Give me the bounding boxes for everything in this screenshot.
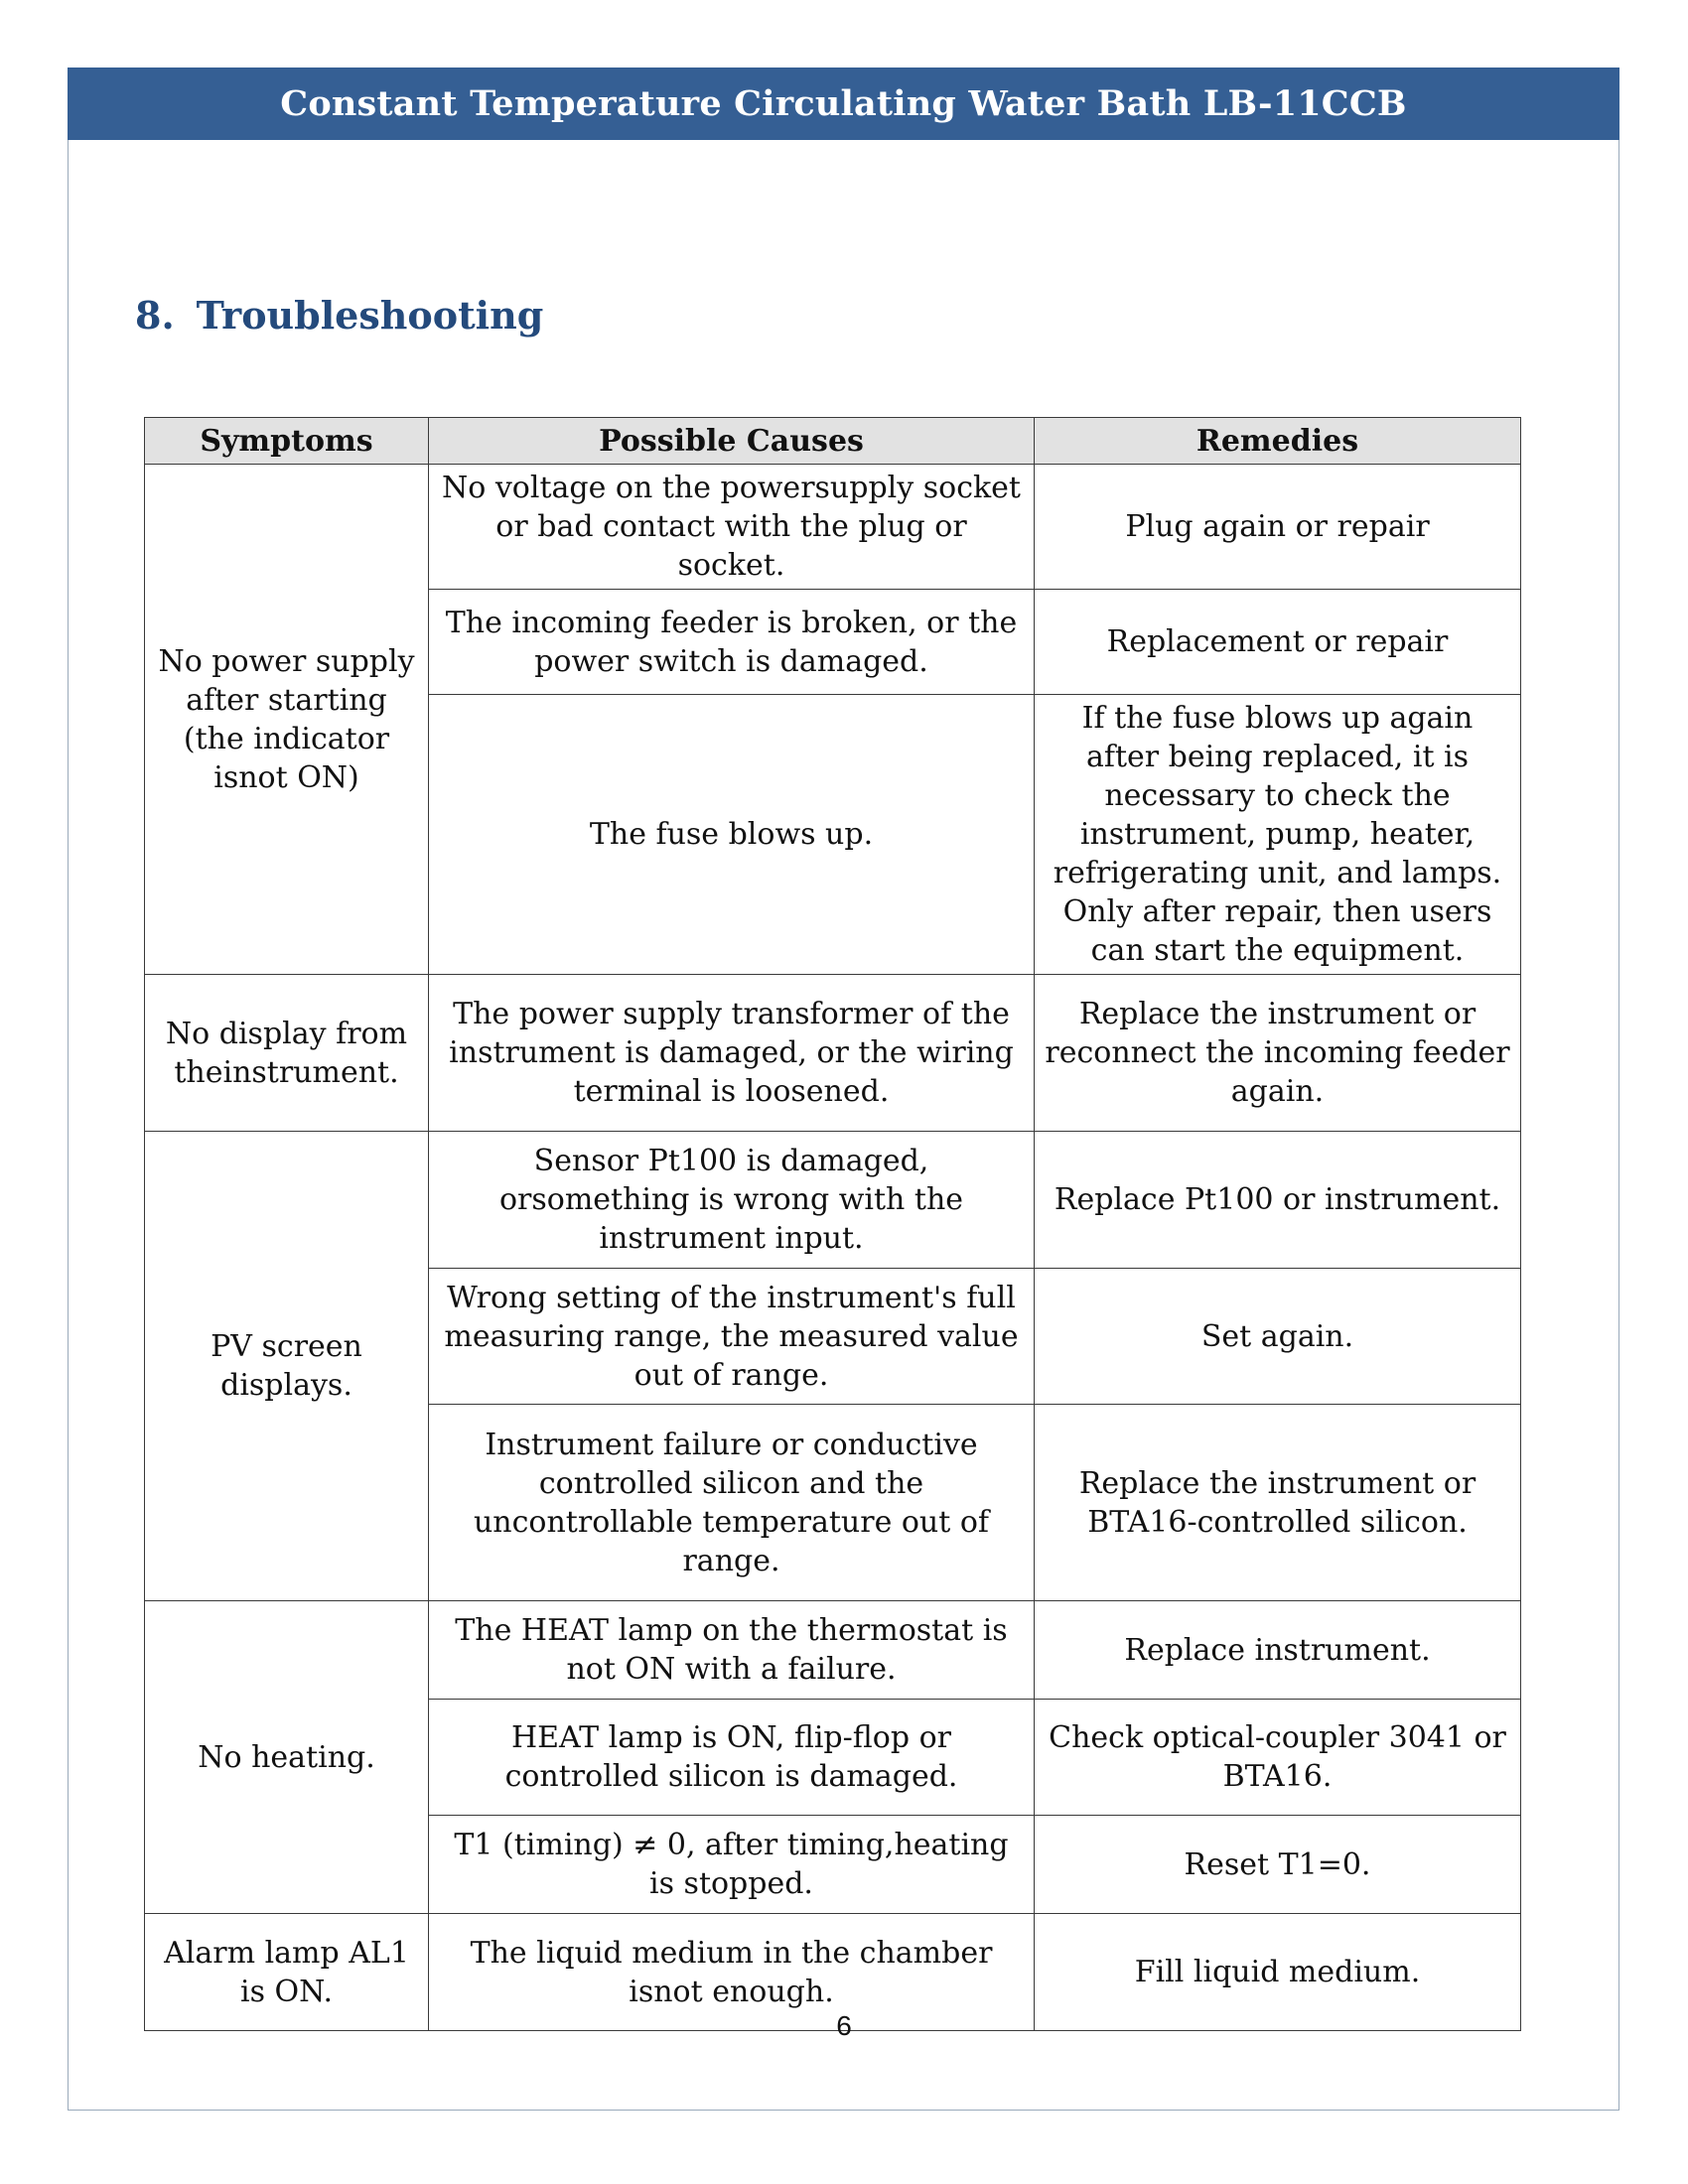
symptom-cell: No heating. [145, 1601, 429, 1914]
cause-cell: Instrument failure or conductive controlled silicon and the uncontrollable temperature out of range. [429, 1405, 1035, 1601]
remedy-cell: Reset T1=0. [1035, 1816, 1521, 1914]
symptom-cell: No display from theinstrument. [145, 975, 429, 1132]
cause-cell: HEAT lamp is ON, flip-flop or controlled silicon is damaged. [429, 1700, 1035, 1816]
cause-cell: The HEAT lamp on the thermostat is not ON with a failure. [429, 1601, 1035, 1700]
document-header [68, 68, 1619, 140]
remedy-cell: Set again. [1035, 1269, 1521, 1405]
troubleshooting-table [144, 417, 1521, 2031]
cause-cell: The incoming feeder is broken, or the power switch is damaged. [429, 590, 1035, 695]
document-title: Constant Temperature Circulating Water Bath LB-11CCB [280, 83, 1407, 124]
remedy-cell: Replace Pt100 or instrument. [1035, 1132, 1521, 1269]
table-row [145, 975, 1521, 1132]
column-header-symptoms: Symptoms [145, 418, 429, 465]
section-heading [135, 293, 543, 338]
section-title: Troubleshooting [196, 293, 544, 338]
cause-cell: Wrong setting of the instrument's full measuring range, the measured value out of range. [429, 1269, 1035, 1405]
cause-cell: T1 (timing) ≠ 0, after timing,heating is stopped. [429, 1816, 1035, 1914]
table-row [145, 465, 1521, 590]
remedy-cell: Replace the instrument or reconnect the incoming feeder again. [1035, 975, 1521, 1132]
cause-cell: The power supply transformer of the instrument is damaged, or the wiring terminal is loosened. [429, 975, 1035, 1132]
column-header-causes: Possible Causes [429, 418, 1035, 465]
column-header-remedies: Remedies [1035, 418, 1521, 465]
remedy-cell: Fill liquid medium. [1035, 1914, 1521, 2031]
remedy-cell: If the fuse blows up again after being replaced, it is necessary to check the instrument, pump, heater, refrigerating unit, and lamps. Only after repair, then users can start the equipment. [1035, 695, 1521, 975]
table-row [145, 1132, 1521, 1269]
cause-cell: The fuse blows up. [429, 695, 1035, 975]
remedy-cell: Replace the instrument or BTA16-controlled silicon. [1035, 1405, 1521, 1601]
remedy-cell: Replacement or repair [1035, 590, 1521, 695]
symptom-cell: Alarm lamp AL1 is ON. [145, 1914, 429, 2031]
table-row [145, 1601, 1521, 1700]
cause-cell: Sensor Pt100 is damaged, orsomething is wrong with the instrument input. [429, 1132, 1035, 1269]
cause-cell: The liquid medium in the chamber isnot enough. [429, 1914, 1035, 2031]
symptom-cell: No power supply after starting (the indicator isnot ON) [145, 465, 429, 975]
remedy-cell: Replace instrument. [1035, 1601, 1521, 1700]
remedy-cell: Check optical-coupler 3041 or BTA16. [1035, 1700, 1521, 1816]
symptom-cell: PV screen displays. [145, 1132, 429, 1601]
table-header-row [145, 418, 1521, 465]
page-number: 6 [836, 2010, 852, 2041]
section-number: 8. [135, 293, 175, 338]
remedy-cell: Plug again or repair [1035, 465, 1521, 590]
cause-cell: No voltage on the powersupply socket or bad contact with the plug or socket. [429, 465, 1035, 590]
